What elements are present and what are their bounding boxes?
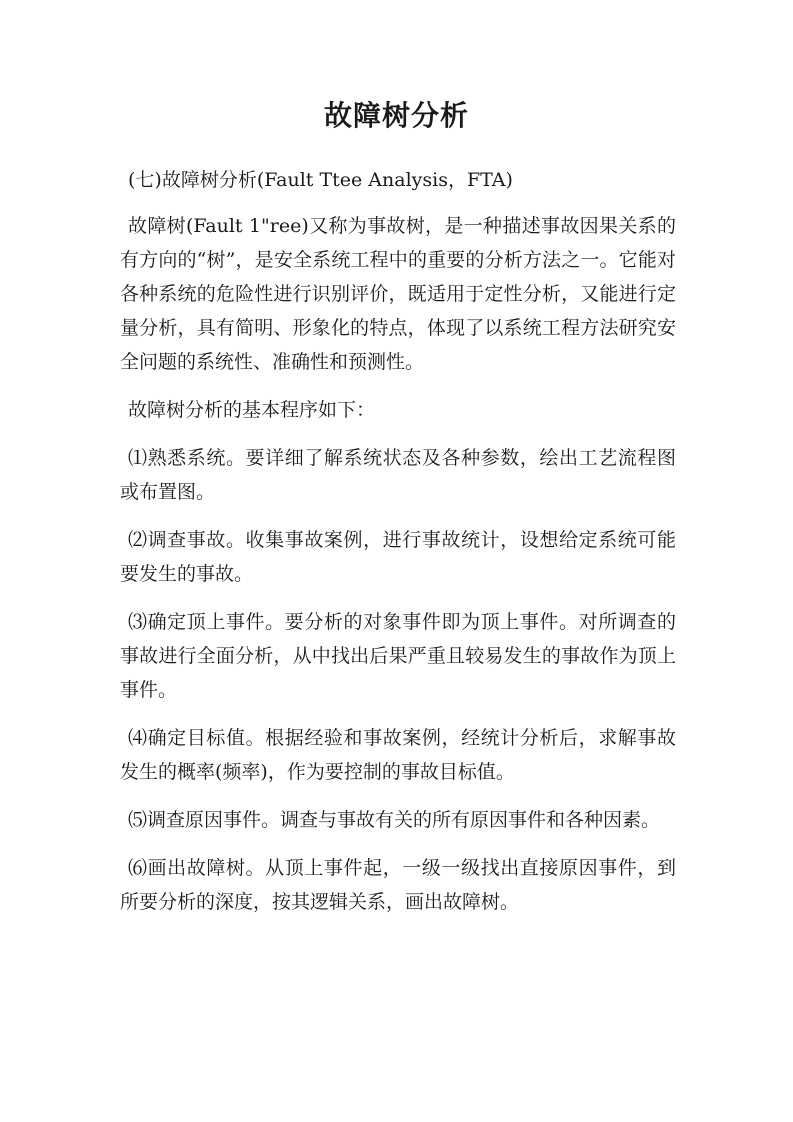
document-body <box>120 163 676 933</box>
procedure-step-1: ⑴熟悉系统。要详细了解系统状态及各种参数，绘出工艺流程图或布置图。 <box>120 447 676 503</box>
procedure-step-3: ⑶确定顶上事件。要分析的对象事件即为顶上事件。对所调查的事故进行全面分析，从中找出后果严重且较易发生的事故作为顶上事件。 <box>120 611 676 701</box>
paragraph-procedure-intro: 故障树分析的基本程序如下： <box>128 399 376 421</box>
document-title: 故障树分析 <box>323 99 469 132</box>
procedure-step-2: ⑵调查事故。收集事故案例，进行事故统计，设想给定系统可能要发生的事故。 <box>120 529 676 585</box>
paragraph-definition: 故障树(Fault 1"ree)又称为事故树，是一种描述事故因果关系的有方向的“树”，是安全系统工程中的重要的分析方法之一。它能对各种系统的危险性进行识别评价，既适用于定性分析，又能进行定量分析，具有简明、形象化的特点，体现了以系统工程方法研究安全问题的系统性、准确性和预测性。 <box>120 215 676 373</box>
procedure-step-6: ⑹画出故障树。从顶上事件起，一级一级找出直接原因事件，到所要分析的深度，按其逻辑关系，画出故障树。 <box>120 857 676 913</box>
procedure-step-5: ⑸调查原因事件。调查与事故有关的所有原因事件和各种因素。 <box>128 809 661 831</box>
procedure-step-4: ⑷确定目标值。根据经验和事故案例，经统计分析后，求解事故发生的概率(频率)，作为要控制的事故目标值。 <box>120 727 676 783</box>
section-heading: (七)故障树分析(Fault Ttee Analysis，FTA) <box>128 169 513 191</box>
